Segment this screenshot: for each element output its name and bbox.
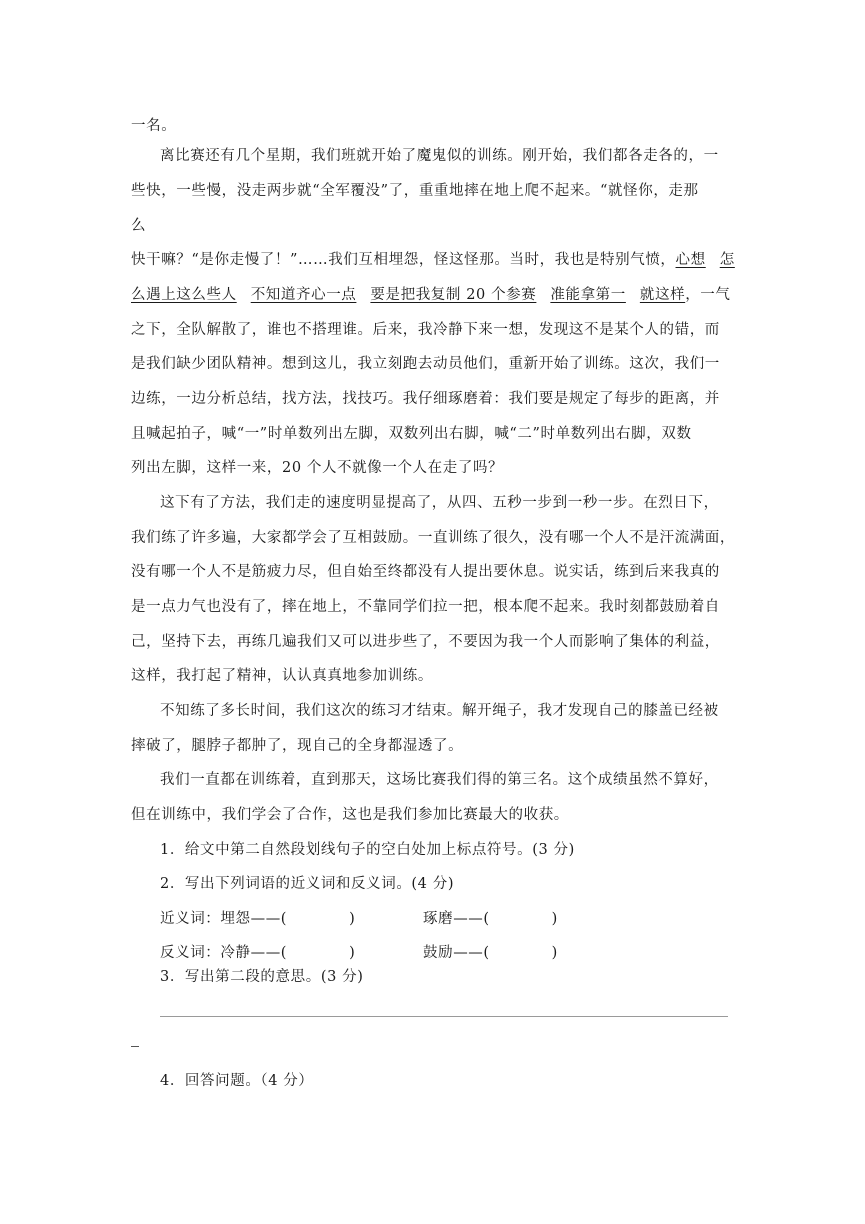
- text-line-with-underline: [131, 250, 735, 270]
- text-line: 我们一直都在训练着，直到那天，这场比赛我们得的第三名。这个成绩虽然不算好，: [160, 772, 719, 788]
- text-segment: ，一气: [685, 287, 731, 303]
- question-3: 3．写出第二段的意思。(3 分): [160, 969, 364, 985]
- close-paren: ): [349, 911, 356, 927]
- question-1: 1．给文中第二自然段划线句子的空白处加上标点符号。(3 分): [160, 842, 575, 858]
- antonym-label-1: 反义词：冷静——(: [160, 945, 288, 961]
- text-line: 离比赛还有几个星期，我们班就开始了魔鬼似的训练。刚开始，我们都各走各的，一: [160, 148, 719, 164]
- text-line: 我们练了许多遍，大家都学会了互相鼓励。一直训练了很久，没有哪一个人不是汗流满面，: [131, 530, 735, 546]
- text-line: 摔破了，腿脖子都肿了，现自己的全身都湿透了。: [131, 738, 464, 754]
- antonym-label-2: 鼓励——(: [423, 945, 490, 961]
- synonym-label-2: 琢磨——(: [423, 911, 490, 927]
- text-line: 但在训练中，我们学会了合作，这也是我们参加比赛最大的收获。: [131, 807, 569, 823]
- close-paren: ): [349, 945, 356, 961]
- text-line: 之下，全队解散了，谁也不搭理谁。后来，我冷静下来一想，发现这不是某个人的错，而: [131, 322, 720, 338]
- text-line: 这样，我打起了精神，认认真真地参加训练。: [131, 668, 433, 684]
- text-line: 己，坚持下去，再练几遍我们又可以进步些了，不要因为我一个人而影响了集体的利益，: [131, 634, 720, 650]
- text-line: 是我们缺少团队精神。想到这儿，我立刻跑去动员他们，重新开始了训练。这次，我们一: [131, 356, 720, 372]
- underlined-phrase: 心想: [675, 252, 706, 268]
- text-line: 这下有了方法，我们走的速度明显提高了，从四、五秒一步到一秒一步。在烈日下，: [160, 495, 719, 511]
- synonym-row: [160, 909, 728, 929]
- answer-line-tick: [131, 1046, 139, 1047]
- text-line: 边练，一边分析总结，找方法，找技巧。我仔细琢磨着：我们要是规定了每步的距离，并: [131, 391, 720, 407]
- text-segment: 快干嘛？“是你走慢了！”……我们互相埋怨，怪这怪那。当时，我也是特别气愤，: [131, 252, 676, 268]
- text-line-with-underline: [131, 285, 731, 305]
- answer-line[interactable]: [160, 1016, 728, 1017]
- underlined-phrase: 么遇上这么些人: [131, 287, 237, 303]
- close-paren: ): [551, 911, 558, 927]
- text-line: 不知练了多长时间，我们这次的练习才结束。解开绳子，我才发现自己的膝盖已经被: [160, 703, 719, 719]
- close-paren: ): [551, 945, 558, 961]
- underlined-phrase: 不知道齐心一点: [250, 287, 357, 303]
- text-line: 一名。: [131, 118, 177, 134]
- antonym-row: [160, 943, 728, 963]
- synonym-label-1: 近义词：埋怨——(: [160, 911, 288, 927]
- underlined-phrase: 就这样: [639, 287, 686, 303]
- text-line: 些快，一些慢，没走两步就“全军覆没”了，重重地摔在地上爬不起来。“就怪你，走那: [131, 183, 699, 199]
- underlined-phrase: 怎: [719, 252, 735, 268]
- underlined-phrase: 准能拿第一: [550, 287, 626, 303]
- text-line: 是一点力气也没有了，摔在地上，不靠同学们拉一把，根本爬不起来。我时刻都鼓励着自: [131, 599, 720, 615]
- text-line: 列出左脚，这样一来，20 个人不就像一个人在走了吗？: [131, 460, 504, 476]
- underlined-phrase: 要是把我复制 20 个参赛: [370, 287, 537, 303]
- text-line: 么: [131, 218, 147, 234]
- question-2: 2．写出下列词语的近义词和反义词。(4 分): [160, 876, 455, 892]
- question-4: 4．回答问题。（4 分）: [160, 1073, 314, 1089]
- text-line: 且喊起拍子，喊“一”时单数列出左脚，双数列出右脚，喊“二”时单数列出右脚，双数: [131, 426, 692, 442]
- text-line: 没有哪一个人不是筋疲力尽，但自始至终都没有人提出要休息。说实话，练到后来我真的: [131, 564, 720, 580]
